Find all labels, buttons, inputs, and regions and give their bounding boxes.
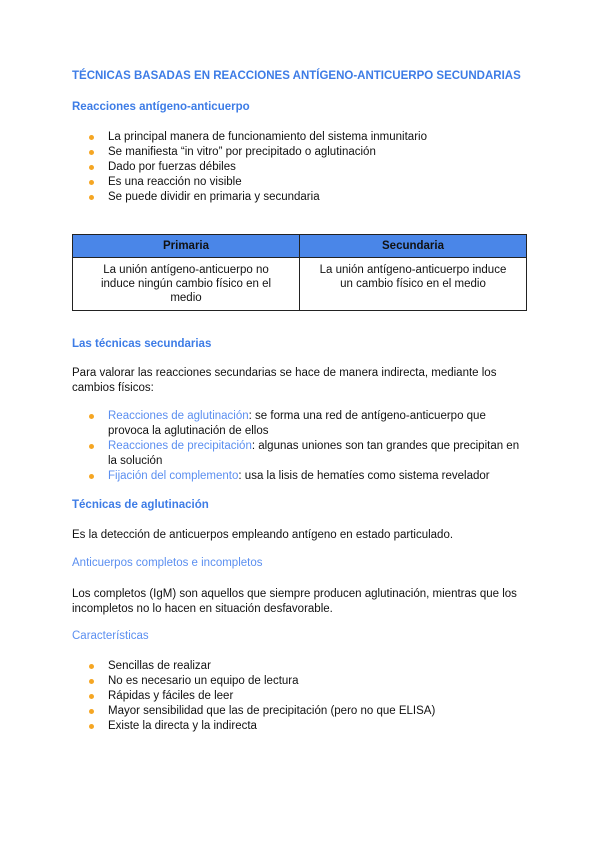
table-header-primaria: Primaria	[73, 235, 300, 258]
tecnicas-secundarias-intro: Para valorar las reacciones secundarias se hace de manera indirecta, mediante los cambios físicos:	[72, 367, 497, 394]
table-row	[73, 258, 527, 311]
bullet-icon	[89, 664, 94, 669]
subheading-caracteristicas: Características	[72, 630, 149, 642]
list-item: Dado por fuerzas débiles	[72, 160, 528, 175]
section-heading-tecnicas-secundarias: Las técnicas secundarias	[72, 338, 212, 350]
list-item: Existe la directa y la indirecta	[72, 719, 528, 734]
term-aglutinacion: Reacciones de aglutinación	[108, 410, 249, 422]
list-item: No es necesario un equipo de lectura	[72, 674, 528, 689]
bullet-icon	[89, 414, 94, 419]
table-header-secundaria: Secundaria	[300, 235, 527, 258]
list-item: Reacciones de aglutinación: se forma una red de antígeno-anticuerpo que provoca la aglutinación de ellos	[72, 409, 528, 439]
bullet-icon	[89, 135, 94, 140]
bullet-icon	[89, 474, 94, 479]
list-item: Sencillas de realizar	[72, 659, 528, 674]
table-cell: La unión antígeno-anticuerpo induce un cambio físico en el medio	[300, 258, 527, 311]
caracteristicas-bullet-list	[72, 659, 528, 734]
list-item: Se puede dividir en primaria y secundaria	[72, 190, 528, 205]
bullet-icon	[89, 150, 94, 155]
tecnicas-aglutinacion-text: Es la detección de anticuerpos empleando antígeno en estado particulado.	[72, 529, 454, 541]
bullet-icon	[89, 195, 94, 200]
tecnicas-secundarias-list	[72, 409, 528, 484]
table-cell: La unión antígeno-anticuerpo no induce ningún cambio físico en el medio	[73, 258, 300, 311]
bullet-icon	[89, 165, 94, 170]
subheading-anticuerpos: Anticuerpos completos e incompletos	[72, 557, 263, 569]
bullet-icon	[89, 694, 94, 699]
section-heading-reacciones: Reacciones antígeno-anticuerpo	[72, 101, 250, 113]
list-item: Mayor sensibilidad que las de precipitación (pero no que ELISA)	[72, 704, 528, 719]
bullet-icon	[89, 444, 94, 449]
bullet-icon	[89, 724, 94, 729]
document-title: TÉCNICAS BASADAS EN REACCIONES ANTÍGENO-ANTICUERPO SECUNDARIAS	[72, 70, 521, 82]
term-precipitacion: Reacciones de precipitación	[108, 440, 252, 452]
bullet-icon	[89, 679, 94, 684]
anticuerpos-text: Los completos (IgM) son aquellos que siempre producen aglutinación, mientras que los incompletos no lo hacen en situación desfavorable.	[72, 588, 517, 615]
list-item: Rápidas y fáciles de leer	[72, 689, 528, 704]
list-item: La principal manera de funcionamiento del sistema inmunitario	[72, 130, 528, 145]
list-item: Reacciones de precipitación: algunas uniones son tan grandes que precipitan en la solución	[72, 439, 528, 469]
section-heading-tecnicas-aglutinacion: Técnicas de aglutinación	[72, 499, 209, 511]
list-item: Fijación del complemento: usa la lisis de hematíes como sistema revelador	[72, 469, 528, 484]
reacciones-bullet-list	[72, 130, 528, 205]
list-item: Se manifiesta “in vitro” por precipitado o aglutinación	[72, 145, 528, 160]
table-header-row	[73, 235, 527, 258]
bullet-icon	[89, 180, 94, 185]
comparison-table	[72, 234, 527, 311]
list-item: Es una reacción no visible	[72, 175, 528, 190]
term-fijacion: Fijación del complemento	[108, 470, 239, 482]
bullet-icon	[89, 709, 94, 714]
